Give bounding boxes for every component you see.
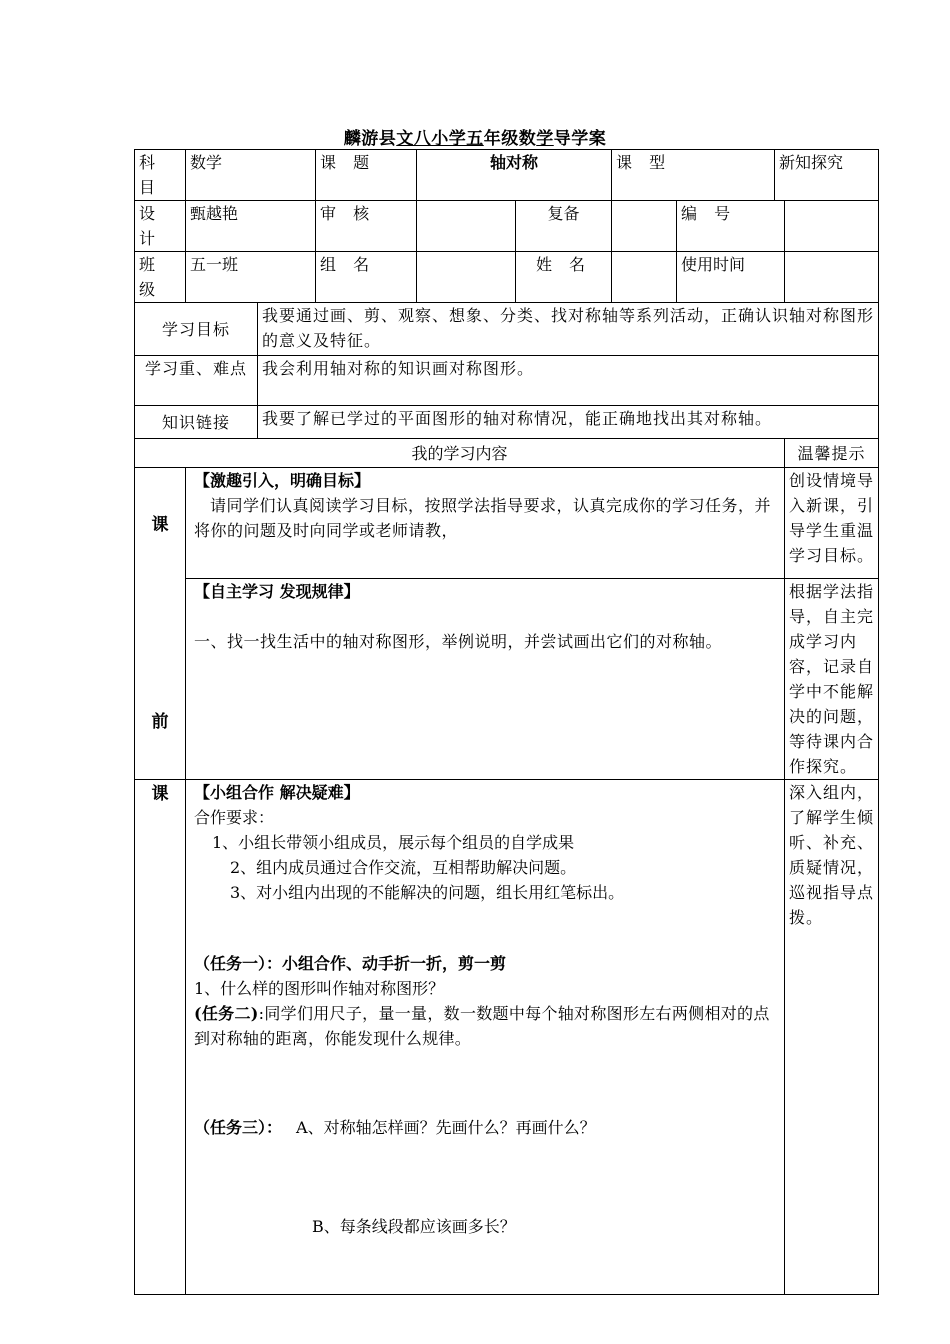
header-row-1 [135, 150, 879, 201]
section1-tip: 创设情境导入新课，引导学生重温学习目标。 [785, 468, 879, 579]
req-1: 1、小组长带领小组成员，展示每个组员的自学成果 [212, 833, 575, 852]
subject-label: 科 目 [135, 150, 186, 201]
in-class-row [135, 780, 879, 1295]
topic-label: 课 题 [316, 150, 417, 201]
pre-class-side-bottom: 前 [151, 711, 169, 732]
pre-class-side-top: 课 [151, 514, 169, 535]
class-label: 班 级 [135, 252, 186, 303]
pre-class-row-2 [135, 579, 879, 780]
reviewer-value [417, 201, 516, 252]
lesson-plan-table [134, 149, 879, 1295]
section2-text: 一、找一找生活中的轴对称图形，举例说明，并尝试画出它们的对称轴。 [194, 632, 723, 651]
pre-class-row-1 [135, 468, 879, 579]
in-class-side-label: 课 [135, 780, 186, 1295]
tips-header: 温馨提示 [785, 439, 879, 468]
task3-a: A、对称轴怎样画？先画什么？再画什么？ [296, 1118, 596, 1137]
prep-value [612, 201, 677, 252]
time-label: 使用时间 [677, 252, 785, 303]
section2-tip: 根据学法指导，自主完成学习内容，记录自学中不能解决的问题，等待课内合作探究。 [785, 579, 879, 780]
in-class-title: 【小组合作 解决疑难】 [194, 783, 360, 802]
name-label: 姓 名 [516, 252, 612, 303]
class-value: 五一班 [186, 252, 316, 303]
task2-label: (任务二) [194, 1004, 259, 1023]
pre-class-section-1 [186, 468, 785, 579]
task2-text: (任务二):同学们用尺子，量一量，数一数题中每个轴对称图形左右两侧相对的点到对称轴的距离，你能发现什么规律。 [194, 1004, 770, 1048]
goals-text: 我要通过画、剪、观察、想象、分类、找对称轴等系列活动，正确认识轴对称图形的意义及特征。 [258, 303, 879, 356]
content-header: 我的学习内容 [135, 439, 785, 468]
key-points-label: 学习重、难点 [135, 356, 258, 406]
task3-label: （任务三）： [194, 1118, 283, 1137]
pre-class-section-2 [186, 579, 785, 780]
req-3: 3、对小组内出现的不能解决的问题，组长用红笔标出。 [230, 883, 625, 902]
name-value [612, 252, 677, 303]
key-points-text: 我会利用轴对称的知识画对称图形。 [258, 356, 879, 406]
type-label: 课 型 [612, 150, 775, 201]
header-row-3 [135, 252, 879, 303]
req-label: 合作要求： [194, 808, 275, 827]
time-value [785, 252, 879, 303]
prep-label: 复备 [516, 201, 612, 252]
section1-text: 请同学们认真阅读学习目标，按照学法指导要求，认真完成你的学习任务，并将你的问题及时向同学或老师请教， [194, 496, 772, 540]
type-value: 新知探究 [775, 150, 879, 201]
topic-value: 轴对称 [417, 150, 612, 201]
task1-title: （任务一）：小组合作、动手折一折，剪一剪 [194, 954, 507, 973]
group-label: 组 名 [316, 252, 417, 303]
page-title: 麟游县文八小学五年级数学导学案 [343, 129, 607, 149]
task3-line [194, 1115, 780, 1140]
knowledge-link-label: 知识链接 [135, 406, 258, 439]
key-points-row [135, 356, 879, 406]
section1-title: 【激趣引入，明确目标】 [194, 471, 371, 490]
content-header-row [135, 439, 879, 468]
pre-class-side-label [135, 468, 186, 780]
goals-row [135, 303, 879, 356]
reviewer-label: 审 核 [316, 201, 417, 252]
req-2: 2、组内成员通过合作交流，互相帮助解决问题。 [230, 858, 577, 877]
task3-b: B、每条线段都应该画多长？ [312, 1217, 516, 1236]
knowledge-link-row [135, 406, 879, 439]
subject-value: 数学 [186, 150, 316, 201]
number-label: 编 号 [677, 201, 785, 252]
in-class-section [186, 780, 785, 1295]
goals-label: 学习目标 [135, 303, 258, 356]
group-value [417, 252, 516, 303]
designer-label: 设 计 [135, 201, 186, 252]
number-value [785, 201, 879, 252]
header-row-2 [135, 201, 879, 252]
section2-title: 【自主学习 发现规律】 [194, 582, 360, 601]
knowledge-link-text: 我要了解已学过的平面图形的轴对称情况，能正确地找出其对称轴。 [258, 406, 879, 439]
in-class-tip: 深入组内，了解学生倾听、补充、质疑情况，巡视指导点拨。 [785, 780, 879, 1295]
designer-value: 甄越艳 [186, 201, 316, 252]
task1-question: 1、什么样的图形叫作轴对称图形？ [194, 979, 445, 998]
